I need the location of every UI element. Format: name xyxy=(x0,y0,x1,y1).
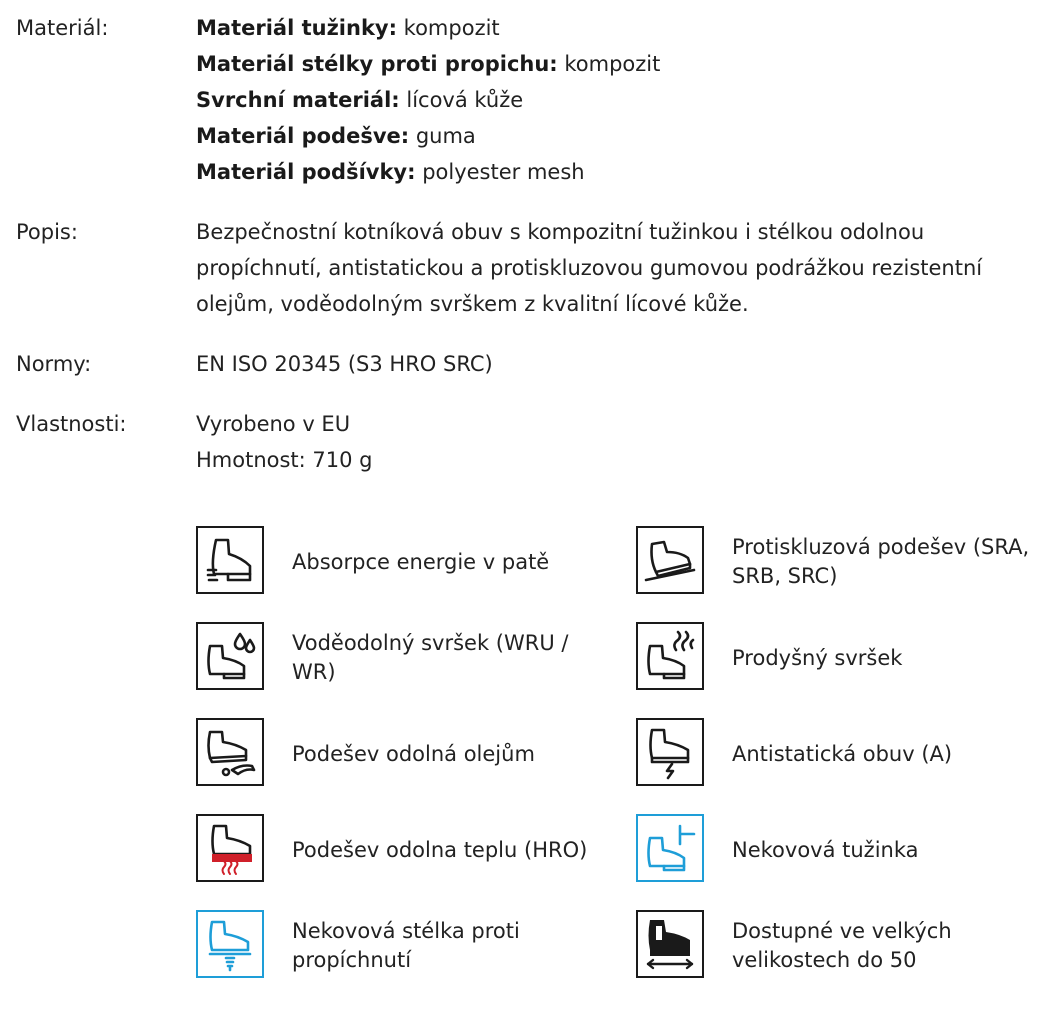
boot-nonmetal-midsole-icon xyxy=(196,910,264,978)
feature-text: Absorpce energie v patě xyxy=(292,549,550,574)
feature-text: Nekovová stélka proti propíchnutí xyxy=(292,919,520,972)
popis-label: Popis: xyxy=(16,220,78,244)
feature-item xyxy=(196,814,616,886)
feature-text: Protiskluzová podešev (SRA, SRB, SRC) xyxy=(732,535,1030,588)
popis-text: Bezpečnostní kotníková obuv s kompozitní tužinkou i stélkou odolnou propíchnutí, antistatickou a protiskluzovou gumovou podrážkou rezistentní olejům, voděodolným svrškem z kvalitní lícové kůže. xyxy=(196,220,983,316)
material-item: Materiál podšívky: polyester mesh xyxy=(196,160,585,184)
normy-label: Normy: xyxy=(16,352,92,376)
material-section xyxy=(16,10,1026,190)
feature-text: Podešev odolna teplu (HRO) xyxy=(292,837,588,862)
feature-item xyxy=(196,910,616,982)
normy-section xyxy=(16,346,1026,382)
boot-energy-absorption-icon xyxy=(196,526,264,594)
feature-item xyxy=(636,814,1045,886)
vlastnosti-list: Vyrobeno v EU Hmotnost: 710 g xyxy=(196,412,373,472)
feature-item xyxy=(196,718,616,790)
boot-heat-resistant-icon xyxy=(196,814,264,882)
material-item: Materiál tužinky: kompozit xyxy=(196,16,500,40)
feature-text: Antistatická obuv (A) xyxy=(732,741,953,766)
feature-item xyxy=(636,526,1045,598)
boot-nonmetal-toecap-icon xyxy=(636,814,704,882)
boot-breathable-icon xyxy=(636,622,704,690)
material-item: Materiál podešve: guma xyxy=(196,124,476,148)
boot-antistatic-icon xyxy=(636,718,704,786)
feature-text: Nekovová tužinka xyxy=(732,837,919,862)
feature-item xyxy=(636,718,1045,790)
feature-item xyxy=(636,622,1045,694)
feature-item xyxy=(196,622,616,694)
feature-item xyxy=(196,526,616,598)
material-label: Materiál: xyxy=(16,16,109,40)
boot-large-sizes-icon xyxy=(636,910,704,978)
popis-section xyxy=(16,214,1026,324)
vlastnosti-label: Vlastnosti: xyxy=(16,412,127,436)
boot-oil-resistant-icon xyxy=(196,718,264,786)
boot-waterproof-icon xyxy=(196,622,264,690)
normy-value: EN ISO 20345 (S3 HRO SRC) xyxy=(196,352,493,376)
feature-text: Prodyšný svršek xyxy=(732,645,903,670)
material-list xyxy=(196,10,1016,190)
material-item: Svrchní materiál: lícová kůže xyxy=(196,88,524,112)
boot-slip-resistant-icon xyxy=(636,526,704,594)
feature-item xyxy=(636,910,1045,982)
feature-text: Podešev odolná olejům xyxy=(292,741,535,766)
feature-text: Voděodolný svršek (WRU / WR) xyxy=(292,631,569,684)
material-item: Materiál stélky proti propichu: kompozit xyxy=(196,52,661,76)
feature-text: Dostupné ve velkých velikostech do 50 xyxy=(732,919,952,972)
vlastnosti-section xyxy=(16,406,1026,478)
